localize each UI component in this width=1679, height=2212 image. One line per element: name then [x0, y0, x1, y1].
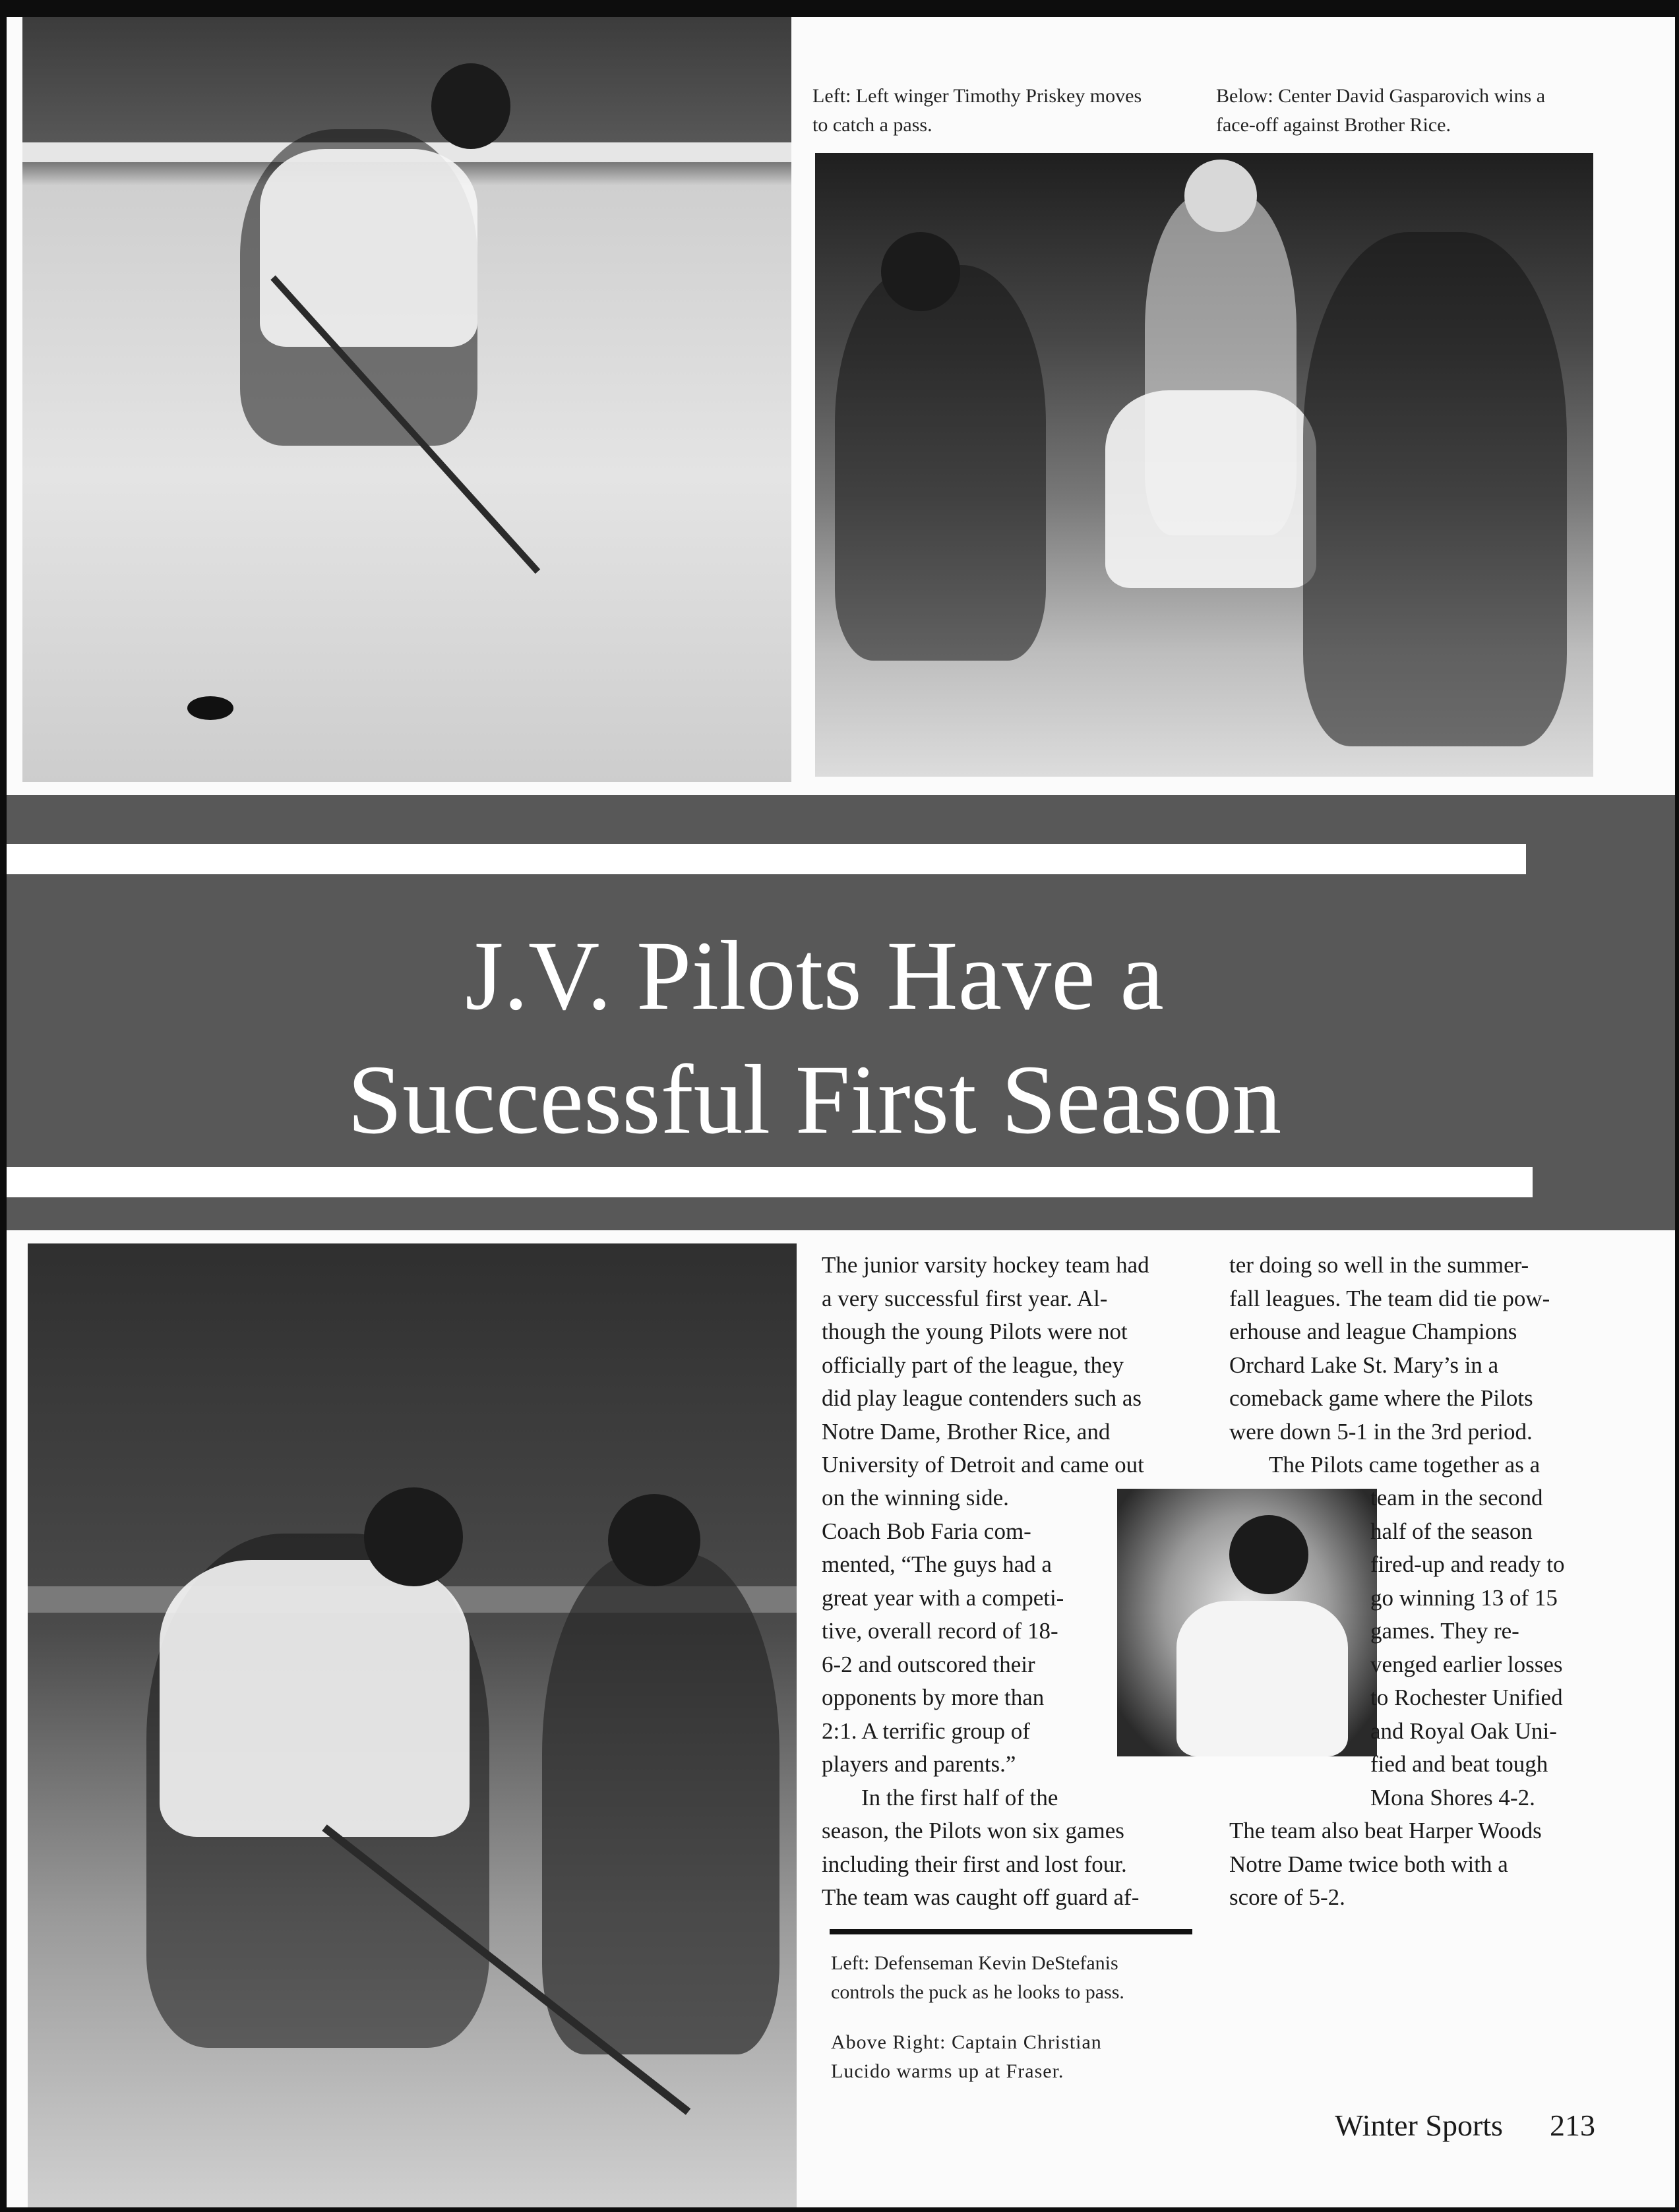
article-line: to Rochester Unified: [1370, 1685, 1563, 1710]
article-line: and Royal Oak Uni-: [1370, 1718, 1557, 1744]
article-line: The team also beat Harper Woods: [1229, 1818, 1542, 1843]
article-line: players and parents.”: [822, 1751, 1016, 1777]
article-line: mented, “The guys had a: [822, 1551, 1052, 1577]
footer-section-label: Winter Sports: [1335, 2108, 1503, 2142]
article-line: though the young Pilots were not: [822, 1319, 1128, 1344]
article-line: games. They re-: [1370, 1618, 1519, 1644]
article-line: 2:1. A terrific group of: [822, 1718, 1030, 1744]
photo-face-off: [815, 153, 1593, 777]
photo-left-winger: [22, 17, 791, 782]
photo-captain: [1117, 1489, 1377, 1756]
caption-top-right: [1216, 82, 1638, 140]
title-banner: [7, 795, 1675, 1230]
article-line: Notre Dame twice both with a: [1229, 1851, 1508, 1877]
article-line: tive, overall record of 18-: [822, 1618, 1058, 1644]
article-line: a very successful first year. Al-: [822, 1285, 1108, 1311]
article-line: In the first half of the: [861, 1784, 1058, 1810]
article-line: comeback game where the Pilots: [1229, 1385, 1533, 1411]
article-line: half of the season: [1370, 1518, 1533, 1544]
article-line: erhouse and league Champions: [1229, 1319, 1517, 1344]
article-line: Coach Bob Faria com-: [822, 1518, 1031, 1544]
footer-page-number: 213: [1550, 2108, 1595, 2142]
article-line: fied and beat tough: [1370, 1751, 1548, 1777]
article-column-1-tail: [822, 1814, 1196, 1915]
caption-bottom-left: [831, 1949, 1200, 2007]
article-line: great year with a competi-: [822, 1584, 1064, 1611]
yearbook-page: [7, 17, 1675, 2207]
article-line: did play league contenders such as: [822, 1385, 1142, 1411]
article-line: fall leagues. The team did tie pow-: [1229, 1285, 1550, 1311]
article-line: officially part of the league, they: [822, 1352, 1124, 1378]
article-line: go winning 13 of 15: [1370, 1584, 1558, 1611]
article-column-1: [822, 1249, 1196, 1482]
article-line: fired-up and ready to: [1370, 1551, 1565, 1577]
caption-bottom-right: [831, 2028, 1200, 2086]
caption-bottom-left-line: Left: Defenseman Kevin DeStefanis: [831, 1952, 1118, 1974]
article-line: on the winning side.: [822, 1485, 1009, 1510]
article-column-2-tail: [1229, 1814, 1606, 1915]
banner-top-rule: [7, 844, 1526, 874]
article-line: Notre Dame, Brother Rice, and: [822, 1418, 1111, 1445]
caption-bottom-right-line: Lucido warms up at Fraser.: [831, 2060, 1064, 2082]
article-line: score of 5-2.: [1229, 1884, 1345, 1910]
article-line: venged earlier losses: [1370, 1651, 1563, 1677]
title-line-2: Successful First Season: [347, 1045, 1282, 1154]
article-column-1-wrap: [822, 1481, 1101, 1814]
article-line: 6-2 and outscored their: [822, 1651, 1035, 1677]
article-line: University of Detroit and came out: [822, 1452, 1144, 1478]
caption-divider-rule: [830, 1929, 1192, 1934]
article-line: ter doing so well in the summer-: [1229, 1252, 1529, 1278]
article-line: were down 5-1 in the 3rd period.: [1229, 1418, 1533, 1445]
article-line: opponents by more than: [822, 1685, 1045, 1710]
article-line: Mona Shores 4-2.: [1370, 1784, 1535, 1810]
banner-bottom-rule: [7, 1167, 1533, 1197]
article-line: Orchard Lake St. Mary’s in a: [1229, 1352, 1499, 1378]
caption-top-right-line: face-off against Brother Rice.: [1216, 114, 1451, 136]
article-line: The junior varsity hockey team had: [822, 1252, 1149, 1278]
photo-defenseman: [28, 1243, 797, 2207]
caption-top-left: [812, 82, 1208, 140]
caption-bottom-right-line: Above Right: Captain Christian: [831, 2031, 1102, 2053]
article-line: including their first and lost four.: [822, 1851, 1127, 1877]
article-line: The team was caught off guard af-: [822, 1884, 1140, 1910]
caption-top-right-line: Below: Center David Gasparovich wins a: [1216, 85, 1546, 107]
title-line-1: J.V. Pilots Have a: [465, 921, 1164, 1031]
article-line: The Pilots came together as a: [1269, 1452, 1541, 1478]
caption-top-left-line: to catch a pass.: [812, 114, 932, 136]
article-column-2-wrap: [1370, 1481, 1606, 1814]
article-line: team in the second: [1370, 1485, 1543, 1510]
caption-bottom-left-line: controls the puck as he looks to pass.: [831, 1981, 1124, 2003]
article-line: season, the Pilots won six games: [822, 1818, 1124, 1843]
caption-top-left-line: Left: Left winger Timothy Priskey moves: [812, 85, 1142, 107]
article-column-2: [1229, 1249, 1606, 1482]
